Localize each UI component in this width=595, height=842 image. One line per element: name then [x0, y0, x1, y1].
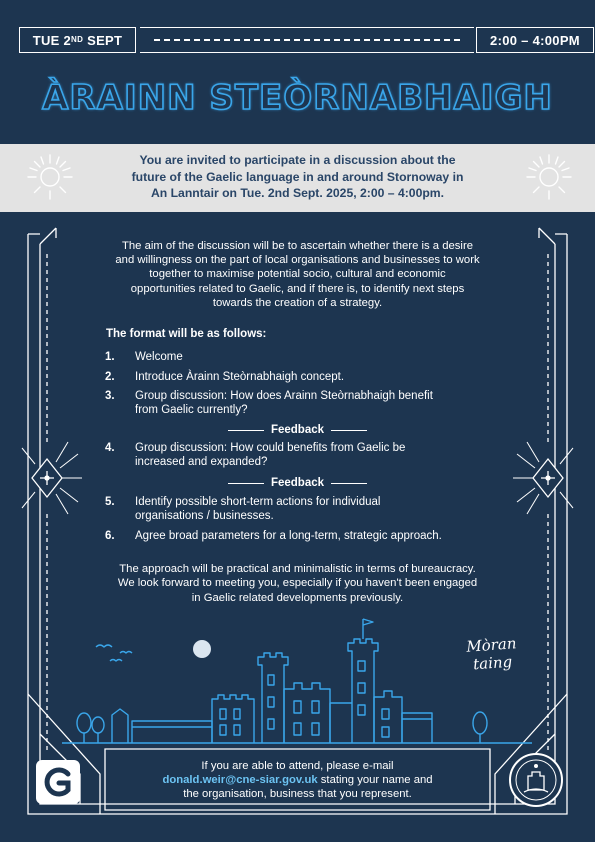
- feedback-divider: [0, 477, 595, 489]
- invite-text: You are invited to participate in a discussion about the future of the Gaelic language in and around Stornoway in An Lanntair on Tue. 2nd Sept. 2025, 2:00 – 4:00pm.: [131, 153, 464, 200]
- invite-band: [0, 144, 595, 212]
- list-item-text: Welcome: [135, 351, 183, 363]
- list-item-number: 4.: [105, 442, 115, 454]
- list-item-text: Group discussion: How does Arainn Steòrnabhaigh benefit from Gaelic currently?: [135, 390, 433, 417]
- header-date-month: SEPT: [83, 32, 123, 48]
- footer-contact: [115, 760, 480, 801]
- sun-icon: [523, 151, 575, 203]
- aim-paragraph: The aim of the discussion will be to ascertain whether there is a desire and willingness on the part of local organisations and businesses to work together to maximise potential socio, cultural and economic opportunities related to Gaelic, and if there is, to identify next steps towards the creation of a strategy.: [115, 240, 480, 309]
- council-seal-icon: [508, 752, 564, 808]
- list-item: [105, 350, 515, 364]
- list-item-text: Identify possible short-term actions for individual organisations / businesses.: [135, 496, 381, 523]
- castle-skyline-illustration: [62, 605, 532, 745]
- list-item-number: 6.: [105, 530, 115, 542]
- footer-line-2-rest: stating your name and: [317, 773, 433, 786]
- list-item: [105, 529, 515, 543]
- feedback-divider: [0, 424, 595, 436]
- header-time: 2:00 – 4:00PM: [476, 27, 594, 53]
- feedback-label: Feedback: [270, 477, 325, 489]
- list-item-text: Introduce Àrainn Steòrnabhaigh concept.: [135, 371, 345, 383]
- header-date: [19, 27, 136, 53]
- header-bar: [19, 27, 580, 53]
- email-link[interactable]: donald.weir@cne-siar.gov.uk: [162, 773, 318, 786]
- list-item: [105, 441, 515, 469]
- closing-paragraph: The approach will be practical and minimalistic in terms of bureaucracy. We look forward to meeting you, especially if you haven't been engaged in Gaelic related developments previously.: [117, 563, 478, 604]
- gaelic-g-logo-icon: [34, 758, 82, 806]
- sun-icon: [24, 151, 76, 203]
- feedback-label: Feedback: [270, 424, 325, 436]
- list-item-text: Agree broad parameters for a long-term, strategic approach.: [135, 530, 442, 542]
- footer-line-1: If you are able to attend, please e-mail: [201, 760, 394, 772]
- list-item-number: 3.: [105, 390, 115, 402]
- list-item-number: 1.: [105, 351, 115, 363]
- list-item-text: Group discussion: How could benefits from Gaelic be increased and expanded?: [135, 442, 406, 469]
- format-heading: The format will be as follows:: [106, 328, 267, 340]
- list-item-number: 2.: [105, 371, 115, 383]
- list-item: [105, 389, 515, 417]
- page-title: ÀRAINN STEÒRNABHAIGH: [42, 78, 553, 118]
- header-date-day: TUE 2: [32, 32, 72, 48]
- header-dashed-divider: [140, 27, 474, 53]
- footer-line-3: the organisation, business that you represent.: [183, 787, 412, 800]
- footer-line-2: [115, 774, 480, 788]
- list-item: [105, 495, 515, 523]
- list-item: [105, 370, 515, 384]
- thanks-handwriting: Mòran taing: [465, 634, 518, 674]
- list-item-number: 5.: [105, 496, 115, 508]
- header-date-suffix: ND: [71, 34, 84, 44]
